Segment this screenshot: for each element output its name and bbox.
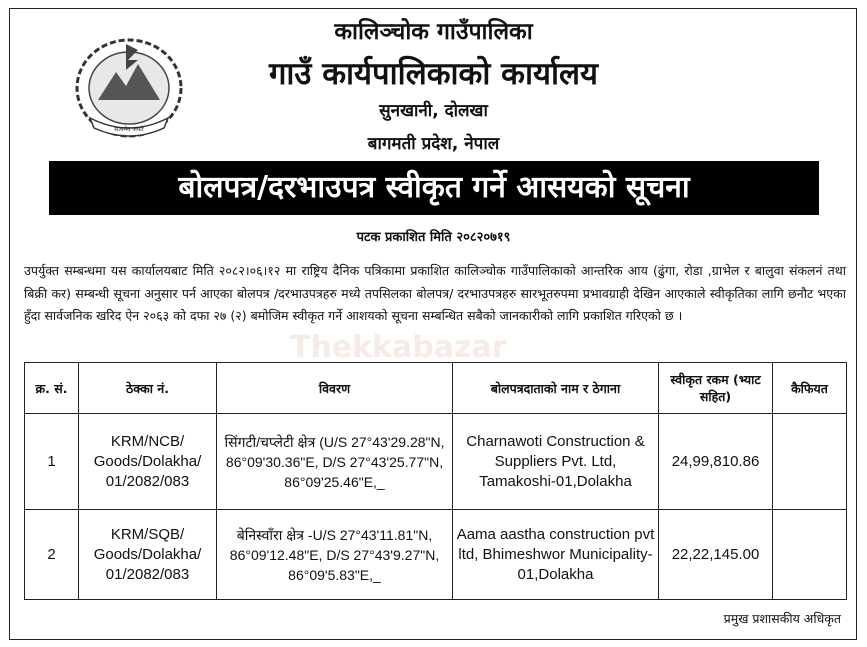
row-contract: KRM/SQB/ Goods/Dolakha/ 01/2082/083 [79,510,217,600]
row-remarks [773,414,847,510]
notice-title: बोलपत्र/दरभाउपत्र स्वीकृत गर्ने आसयको सूचना [49,161,819,215]
row-description: सिंगटी/चप्लेटी क्षेत्र (U/S 27°43'29.28"N, 86°09'30.36"E, D/S 27°43'25.77"N, 86°09'25.46"E,_ [217,414,453,510]
table-row [25,414,847,510]
table-header-row [25,363,847,414]
notice-paragraph: उपर्युक्त सम्बन्धमा यस कार्यालयबाट मिति २०८२।०६।१२ मा राष्ट्रिय दैनिक पत्रिकामा प्रकाशित कालिञ्चोक गाउँपालिकाको आन्तरिक आय (ढुंगा, रोडा ,ग्राभेल र बालुवा संकलनं तथा बिक्री कर) सम्बन्धी सूचना अनुसार पर्न आएका बोलपत्र /दरभाउपत्रहरु मध्ये तपसिलका बोलपत्र/ दरभाउपत्रहरु सारभूतरुपमा प्रभावग्राही देखिन आएकाले स्वीकृतिका लागि छनौट भएका हुँदा सार्वजनिक खरिद ऐन २०६३ को दफा २७ (२) बमोजिम स्वीकृत गर्ने आशयको सूचना सम्बन्धित सबैको जानकारीको लागि प्रकाशित गरिएको छ । [24,263,846,323]
watermark: Thekkabazar [290,330,507,365]
row-bidder: Charnawoti Construction & Suppliers Pvt. Ltd, Tamakoshi-01,Dolakha [453,414,659,510]
row-contract: KRM/NCB/ Goods/Dolakha/ 01/2082/083 [79,414,217,510]
col-amount: स्वीकृत रकम (भ्याट सहित) [659,363,773,414]
col-bidder: बोलपत्रदाताको नाम र ठेगाना [453,363,659,414]
municipality-name: कालिञ्चोक गाउँपालिका [334,19,533,45]
row-amount: 22,22,145.00 [659,510,773,600]
published-date: पटक प्रकाशित मिति २०८२०७१९ [356,230,511,245]
row-sn: 2 [25,510,79,600]
table-row [25,510,847,600]
col-remarks: कैफियत [773,363,847,414]
col-sn: क्र. सं. [25,363,79,414]
col-contract-no: ठेक्का नं. [79,363,217,414]
office-name: गाउँ कार्यपालिकाको कार्यालय [268,56,599,92]
row-sn: 1 [25,414,79,510]
office-address: सुनखानी, दोलखा [379,101,488,121]
emblem-motto: सत्यमेव जयते [114,126,144,133]
row-remarks [773,510,847,600]
signatory-title: प्रमुख प्रशासकीय अधिकृत [723,611,841,626]
col-description: विवरण [217,363,453,414]
row-description: बेनिस्वाँरा क्षेत्र -U/S 27°43'11.81"N, 86°09'12.48"E, D/S 27°43'9.27"N, 86°09'5.83"E,_ [217,510,453,600]
row-bidder: Aama aastha construction pvt ltd, Bhimeshwor Municipality-01,Dolakha [453,510,659,600]
row-amount: 24,99,810.86 [659,414,773,510]
province-country: बागमती प्रदेश, नेपाल [367,134,500,154]
award-table [24,362,847,600]
